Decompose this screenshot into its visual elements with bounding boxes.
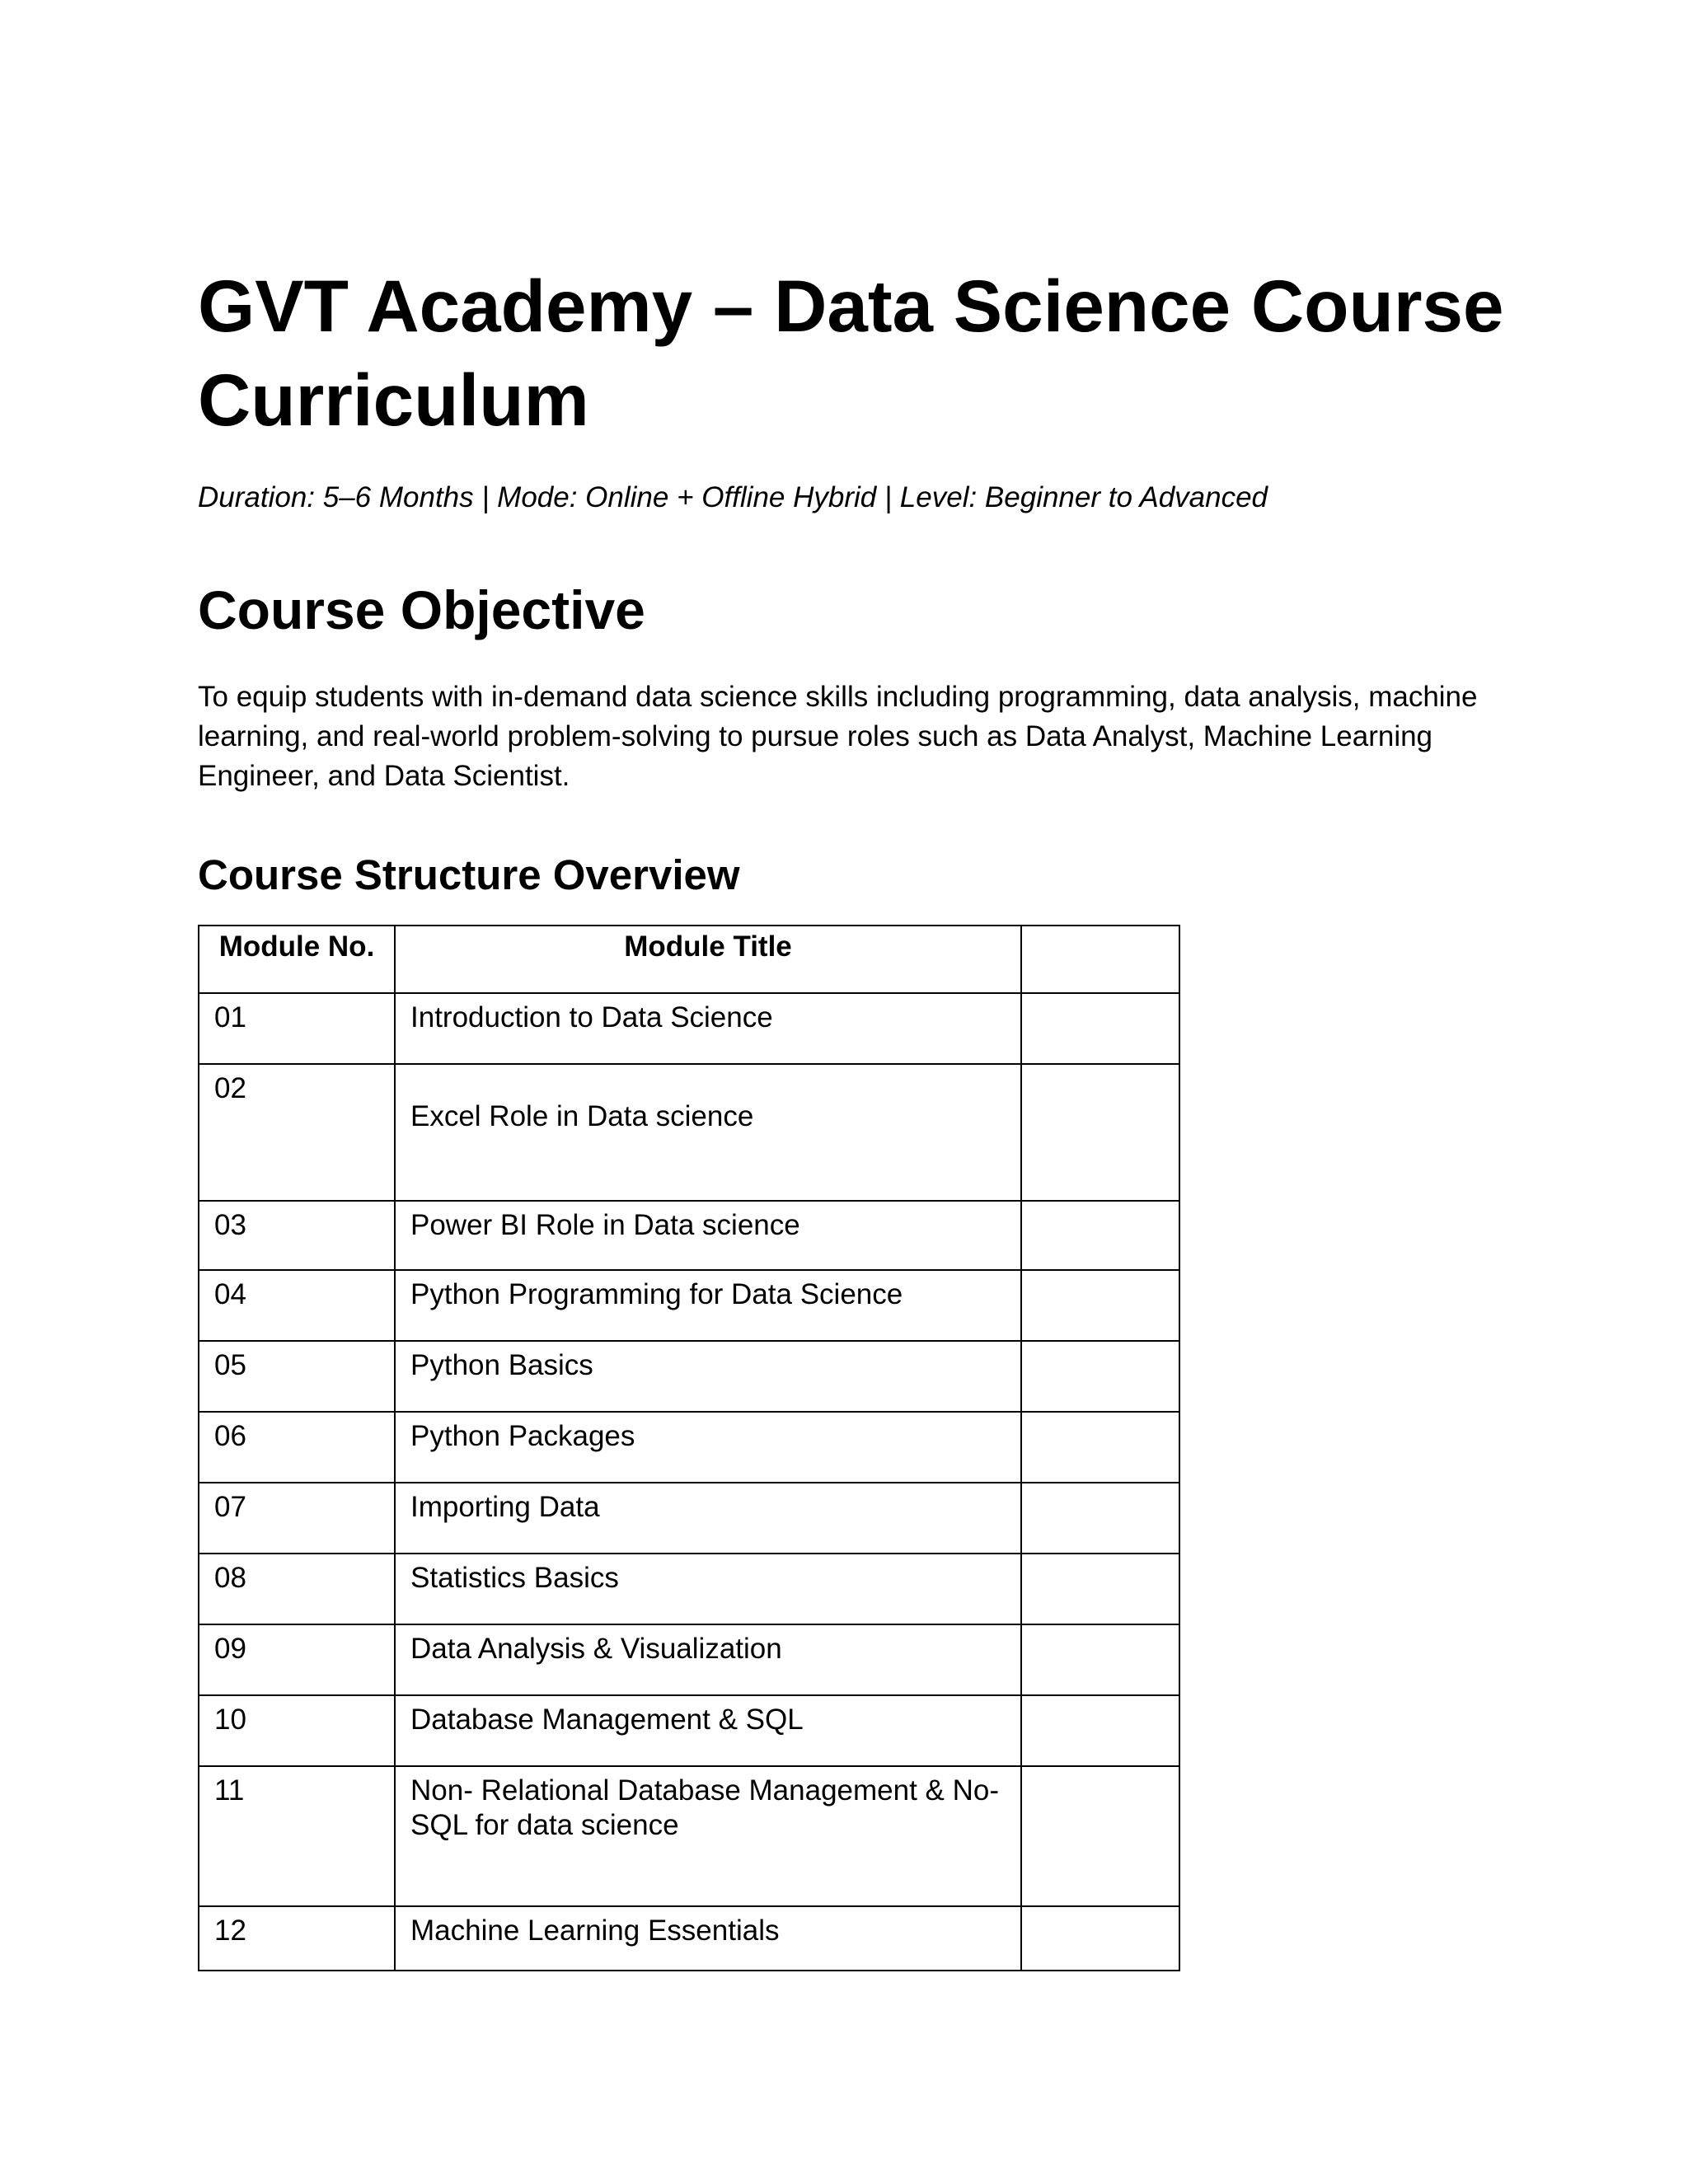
module-extra <box>1021 1270 1179 1341</box>
module-title: Machine Learning Essentials <box>395 1906 1021 1971</box>
module-title: Introduction to Data Science <box>395 993 1021 1064</box>
module-no: 07 <box>199 1483 395 1554</box>
table-row <box>199 993 1179 1064</box>
table-header-row <box>199 926 1179 993</box>
module-extra <box>1021 1483 1179 1554</box>
module-extra <box>1021 1695 1179 1766</box>
module-no: 05 <box>199 1341 395 1412</box>
module-no: 11 <box>199 1766 395 1906</box>
table-row <box>199 1412 1179 1483</box>
table-row <box>199 1554 1179 1624</box>
module-title: Statistics Basics <box>395 1554 1021 1624</box>
module-no: 09 <box>199 1624 395 1695</box>
table-row <box>199 1201 1179 1270</box>
table-row <box>199 1341 1179 1412</box>
header-module-no: Module No. <box>199 926 395 993</box>
objective-heading: Course Objective <box>198 579 645 640</box>
module-extra <box>1021 1064 1179 1201</box>
module-table <box>198 925 1180 1971</box>
module-no: 02 <box>199 1064 395 1201</box>
module-no: 06 <box>199 1412 395 1483</box>
module-title: Data Analysis & Visualization <box>395 1624 1021 1695</box>
module-extra <box>1021 1554 1179 1624</box>
document-title: GVT Academy – Data Science Course Curriculum <box>198 265 1504 441</box>
table-row <box>199 1064 1179 1201</box>
module-extra <box>1021 993 1179 1064</box>
module-extra <box>1021 1412 1179 1483</box>
header-module-title: Module Title <box>395 926 1021 993</box>
table-row <box>199 1695 1179 1766</box>
header-extra <box>1021 926 1179 993</box>
module-title: Python Programming for Data Science <box>395 1270 1021 1341</box>
structure-heading: Course Structure Overview <box>198 851 740 898</box>
module-no: 04 <box>199 1270 395 1341</box>
module-title: Python Basics <box>395 1341 1021 1412</box>
module-extra <box>1021 1906 1179 1971</box>
table-row <box>199 1624 1179 1695</box>
module-title: Python Packages <box>395 1412 1021 1483</box>
module-no: 03 <box>199 1201 395 1270</box>
module-extra <box>1021 1624 1179 1695</box>
module-title: Importing Data <box>395 1483 1021 1554</box>
module-no: 12 <box>199 1906 395 1971</box>
module-no: 10 <box>199 1695 395 1766</box>
module-title: Excel Role in Data science <box>395 1064 1021 1201</box>
objective-text: To equip students with in-demand data science skills including programming, data analysis, machine learning, and real-world problem-solving to pursue roles such as Data Analyst, Machine Learning Engineer, and Data Scientist. <box>198 681 1478 792</box>
module-extra <box>1021 1341 1179 1412</box>
module-no: 01 <box>199 993 395 1064</box>
module-title: Database Management & SQL <box>395 1695 1021 1766</box>
module-no: 08 <box>199 1554 395 1624</box>
table-row <box>199 1270 1179 1341</box>
table-row <box>199 1766 1179 1906</box>
course-meta: Duration: 5–6 Months | Mode: Online + Offline Hybrid | Level: Beginner to Advanced <box>198 481 1268 513</box>
table-row <box>199 1906 1179 1971</box>
table-row <box>199 1483 1179 1554</box>
module-extra <box>1021 1766 1179 1906</box>
module-title: Non- Relational Database Management & No-SQL for data science <box>395 1766 1021 1906</box>
module-extra <box>1021 1201 1179 1270</box>
module-title: Power BI Role in Data science <box>395 1201 1021 1270</box>
